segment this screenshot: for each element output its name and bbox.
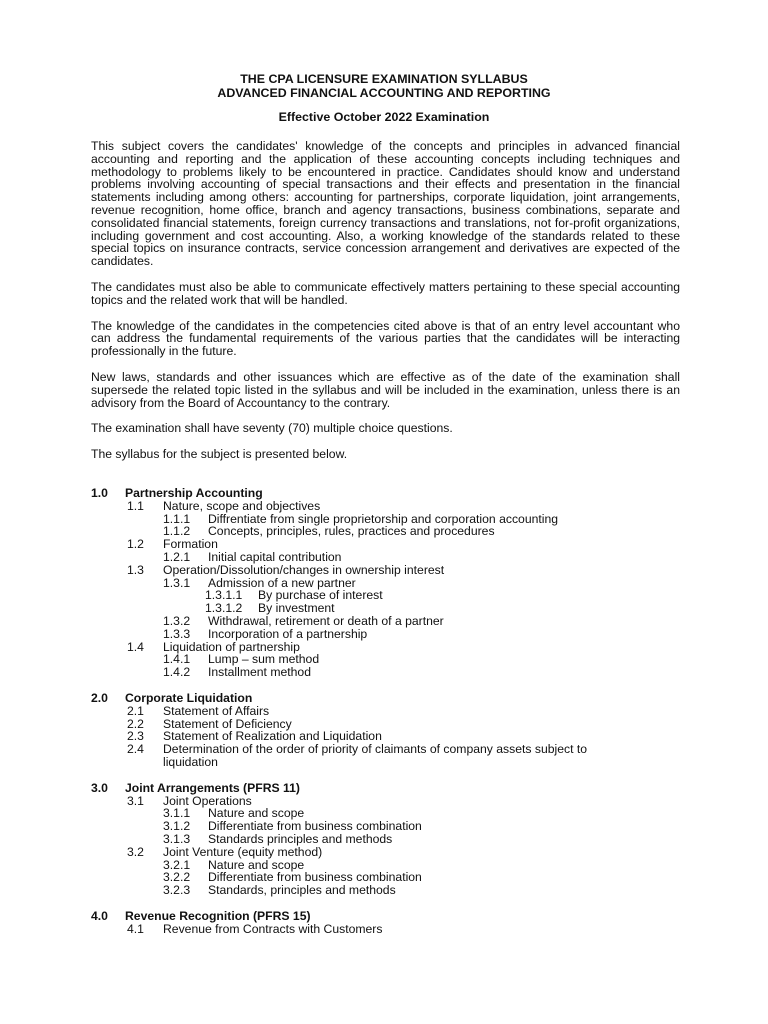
item-text: Determination of the order of priority of claimants of company assets subject to liquidation: [163, 742, 588, 769]
syllabus-section: [91, 487, 691, 679]
section-heading: [91, 487, 691, 500]
paragraph: The candidates must also be able to communicate effectively matters pertaining to these special accounting topics and the related work that will be handled.: [91, 279, 680, 307]
item-number: 2.1: [127, 703, 144, 718]
item-number: 1.2: [127, 537, 144, 552]
item-number: 2.2: [127, 716, 144, 731]
item-number: 1.3.3: [163, 626, 191, 641]
paragraph: This subject covers the candidates' knowledge of the concepts and principles in advanced financial accounting and reporting and the application of these accounting concepts including techniques and methodology to problems likely to be encountered in practice. Candidates should know and understand problems involving accounting of special transactions and their effects and presentation in the financial statements including among others: accounting for partnerships, corporate liquidation, joint arrangements, revenue recognition, home office, branch and agency transactions, business combinations, separate and consolidated financial statements, foreign currency transactions and translations, not for-profit organizations, including government and cost accounting. Also, a working knowledge of the standards related to these special topics on insurance contracts, service concession arrangement and derivatives are expected of the candidates.: [91, 139, 680, 269]
outline-item: [91, 833, 691, 846]
item-number: 2.4: [127, 742, 144, 757]
outline-item: [91, 615, 691, 628]
item-number: 3.1: [127, 793, 144, 808]
item-text: Differentiate from business combination: [208, 819, 422, 834]
outline-item: [91, 564, 691, 577]
section-heading: [91, 910, 691, 923]
item-number: 3.2.1: [163, 857, 191, 872]
outline-item: [91, 846, 691, 859]
item-text: Standards, principles and methods: [208, 883, 396, 898]
item-text: Statement of Affairs: [163, 703, 270, 718]
section-title: Partnership Accounting: [125, 486, 263, 500]
outline-item: [91, 577, 691, 590]
item-number: 1.3.1: [163, 575, 191, 590]
item-text: Joint Venture (equity method): [163, 844, 323, 859]
outline-item: [91, 628, 691, 641]
section-number: 1.0: [91, 486, 108, 500]
section-title: Corporate Liquidation: [125, 690, 253, 705]
item-text: Liquidation of partnership: [163, 639, 300, 654]
paragraph: The examination shall have seventy (70) multiple choice questions.: [91, 421, 453, 436]
item-number: 1.1.1: [163, 511, 191, 526]
item-text: Revenue from Contracts with Customers: [163, 921, 383, 936]
paragraph: The knowledge of the candidates in the competencies cited above is that of an entry level accountant who can address the fundamental requirements of the various parties that the candidates will be interacting professionally in the future.: [91, 318, 680, 359]
item-text: Initial capital contribution: [208, 549, 342, 564]
item-number: 3.2.3: [163, 883, 191, 898]
section-number: 3.0: [91, 780, 108, 795]
syllabus-section: [91, 910, 691, 936]
outline-item: [91, 743, 691, 769]
item-text: Nature, scope and objectives: [163, 498, 321, 513]
item-text: Nature and scope: [208, 857, 305, 872]
item-number: 3.1.2: [163, 819, 191, 834]
item-text: Admission of a new partner: [208, 575, 356, 590]
item-text: Joint Operations: [163, 793, 252, 808]
item-number: 3.1.3: [163, 831, 191, 846]
outline-item: [91, 705, 691, 718]
effective-date: Effective October 2022 Examination: [278, 110, 490, 124]
paragraph: The syllabus for the subject is presented below.: [91, 447, 348, 462]
item-text: Statement of Deficiency: [163, 716, 292, 731]
item-number: 1.3.1.2: [205, 601, 243, 616]
item-text: Installment method: [208, 665, 311, 680]
section-title: Revenue Recognition (PFRS 15): [125, 908, 311, 923]
outline-item: [91, 589, 691, 602]
outline-item: [91, 666, 691, 679]
item-number: 1.1.2: [163, 524, 191, 539]
section-number: 4.0: [91, 908, 108, 923]
document-subtitle: ADVANCED FINANCIAL ACCOUNTING AND REPORTING: [217, 86, 551, 100]
item-text: Statement of Realization and Liquidation: [163, 729, 382, 744]
syllabus-section: [91, 692, 691, 769]
item-number: 1.2.1: [163, 549, 191, 564]
intro-text: [91, 140, 680, 474]
item-number: 1.4.1: [163, 652, 191, 667]
item-text: Incorporation of a partnership: [208, 626, 368, 641]
section-heading: [91, 692, 691, 705]
item-text: Concepts, principles, rules, practices and procedures: [208, 524, 495, 539]
item-number: 2.3: [127, 729, 144, 744]
outline-item: [91, 500, 691, 513]
syllabus-outline: [91, 487, 691, 949]
title-block: [0, 72, 768, 100]
item-number: 3.1.1: [163, 806, 191, 821]
item-text: Withdrawal, retirement or death of a partner: [208, 613, 444, 628]
item-text: Standards principles and methods: [208, 831, 393, 846]
item-text: Operation/Dissolution/changes in ownership interest: [163, 562, 445, 577]
item-number: 3.2.2: [163, 870, 191, 885]
item-number: 1.4: [127, 639, 144, 654]
item-number: 1.3: [127, 562, 144, 577]
outline-item: [91, 923, 691, 936]
item-number: 3.2: [127, 844, 144, 859]
item-number: 1.1: [127, 498, 144, 513]
item-text: Formation: [163, 537, 218, 552]
syllabus-section: [91, 782, 691, 897]
section-title: Joint Arrangements (PFRS 11): [125, 780, 300, 795]
item-text: Lump – sum method: [208, 652, 320, 667]
paragraph: New laws, standards and other issuances which are effective as of the date of the examination shall supersede the related topic listed in the syllabus and will be included in the examination, unless there is an advisory from the Board of Accountancy to the contrary.: [91, 369, 680, 410]
section-heading: [91, 782, 691, 795]
item-text: Diffrentiate from single proprietorship and corporation accounting: [208, 511, 559, 526]
section-number: 2.0: [91, 690, 108, 705]
outline-item: [91, 551, 691, 564]
item-number: 4.1: [127, 921, 144, 936]
document-title: THE CPA LICENSURE EXAMINATION SYLLABUS: [240, 72, 528, 86]
item-number: 1.3.1.1: [205, 588, 243, 603]
item-number: 1.3.2: [163, 613, 191, 628]
item-number: 1.4.2: [163, 665, 191, 680]
item-text: Nature and scope: [208, 806, 305, 821]
item-text: By purchase of interest: [258, 588, 383, 603]
outline-item: [91, 884, 691, 897]
item-text: By investment: [258, 601, 335, 616]
item-text: Differentiate from business combination: [208, 870, 422, 885]
outline-item: [91, 820, 691, 833]
